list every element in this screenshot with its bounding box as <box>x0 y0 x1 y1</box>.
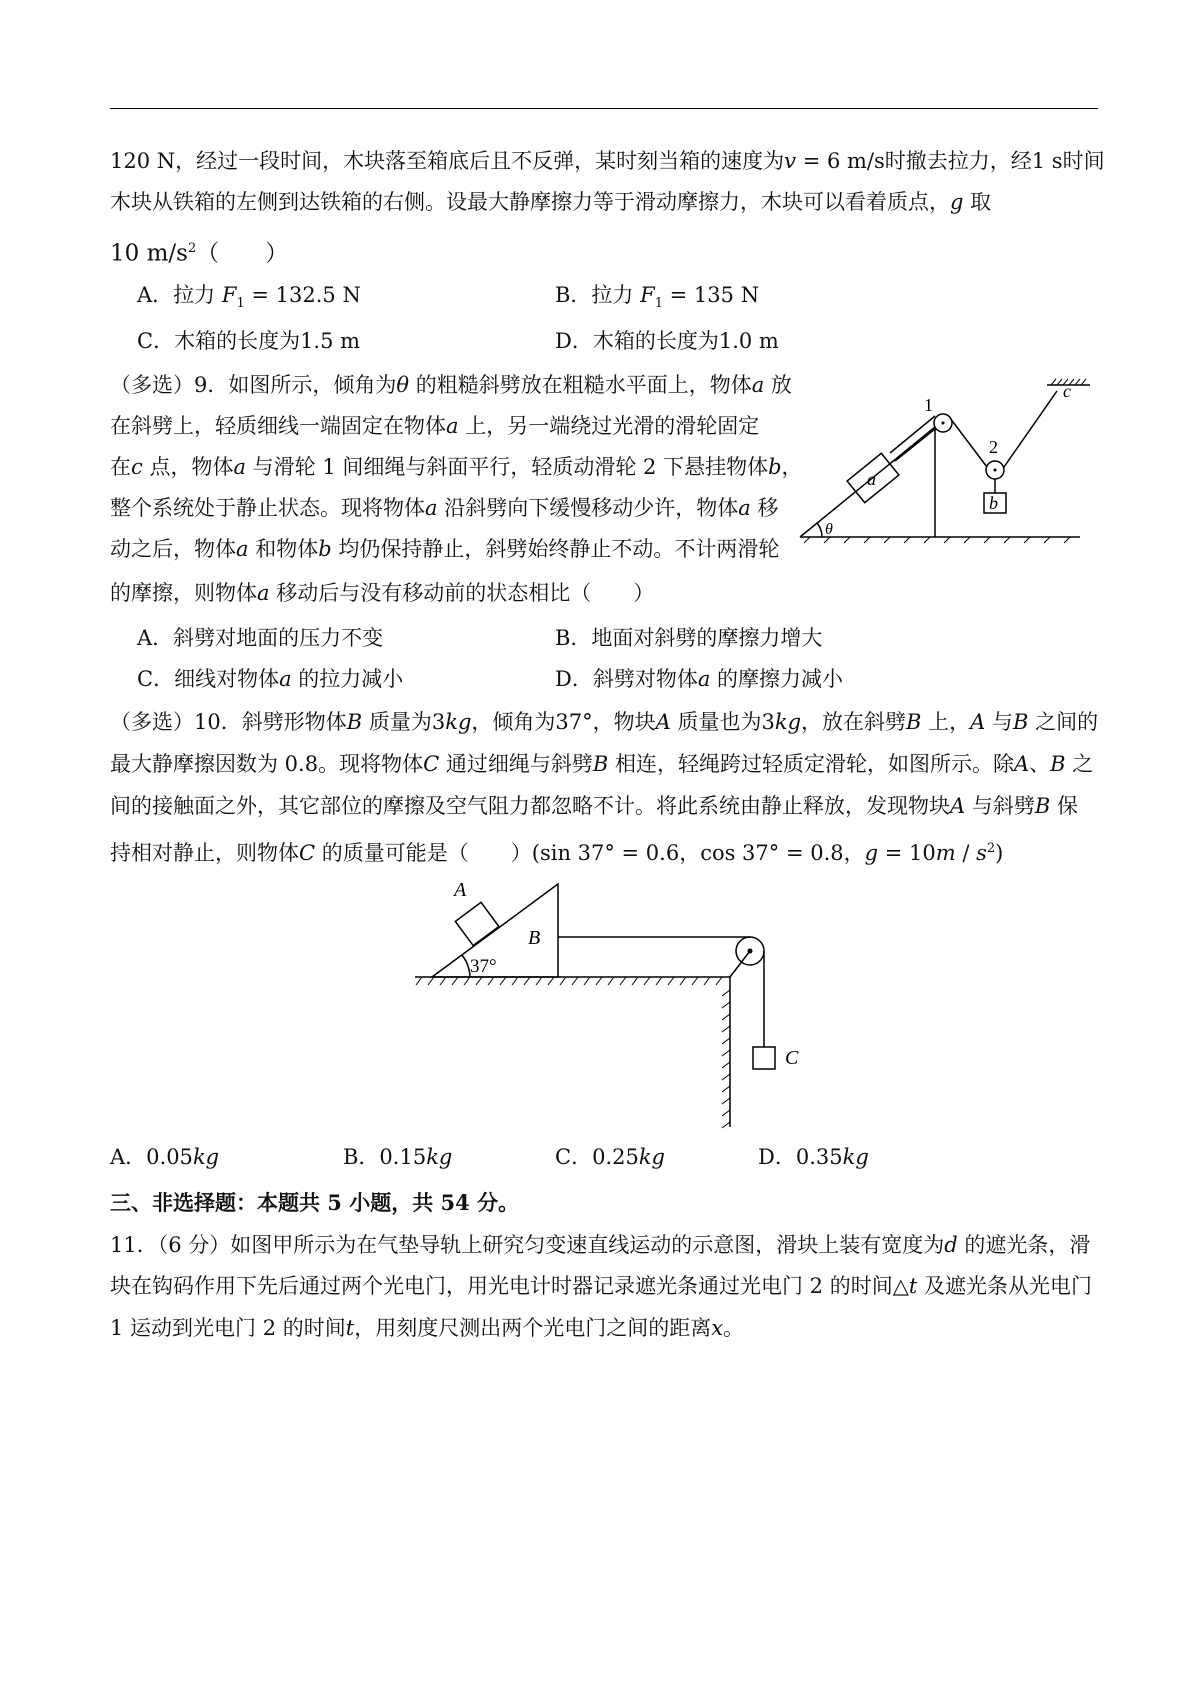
q8-option-a: A．拉力 $F_1 = 132.5$ N <box>137 283 361 312</box>
string-to-pulley2-left <box>950 418 987 467</box>
angle-arc <box>462 955 470 977</box>
q8-line-2: 木块从铁箱的左侧到达铁箱的右侧。设最大静摩擦力等于滑动摩擦力，木块可以看着质点，g 取 <box>110 190 992 214</box>
q9-figure <box>795 375 1095 550</box>
table-hatch <box>416 977 722 985</box>
q10-line-3: 间的接触面之外，其它部位的摩擦及空气阻力都忽略不计。将此系统由静止释放，发现物块A 与斜劈B 保 <box>110 794 1078 818</box>
header-rule <box>110 108 1098 109</box>
label-angle: 37° <box>470 956 497 977</box>
q8-option-c: C．木箱的长度为1.5 m <box>137 329 361 353</box>
q9-option-c: C．细线对物体a 的拉力减小 <box>137 667 404 691</box>
label-c: c <box>1063 381 1071 401</box>
q11-line-3: 1 运动到光电门 2 的时间t，用刻度尺测出两个光电门之间的距离x。 <box>110 1316 745 1340</box>
q8-line-1: 120 N，经过一段时间，木块落至箱底后且不反弹，某时刻当箱的速度为v = 6 m/s时撤去拉力，经1 s时间 <box>110 149 1105 173</box>
label-pulley-1: 1 <box>924 395 933 415</box>
q10-option-a: A．0.05kg <box>110 1145 220 1169</box>
q9-option-a: A．斜劈对地面的压力不变 <box>137 626 384 650</box>
q10-option-b: B．0.15kg <box>343 1145 453 1169</box>
q10-line-2: 最大静摩擦因数为 0.8。现将物体C 通过细绳与斜劈B 相连，轻绳跨过轻质定滑轮，如图所示。除A、B 之 <box>110 752 1094 776</box>
q10-option-c: C．0.25kg <box>555 1145 665 1169</box>
q9-line-1: （多选）9．如图所示，倾角为θ 的粗糙斜劈放在粗糙水平面上，物体a 放 <box>110 373 792 397</box>
q8-option-d: D．木箱的长度为1.0 m <box>555 329 779 353</box>
q9-option-b: B．地面对斜劈的摩擦力增大 <box>555 626 823 650</box>
block-C <box>753 1047 775 1069</box>
q10-line-4: 持相对静止，则物体C 的质量可能是（ ）(sin 37° = 0.6，cos 37° = 0.8，$g = 10m / s^2$) <box>110 841 1004 865</box>
label-C: C <box>785 1047 799 1069</box>
label-a: a <box>867 469 876 489</box>
label-B: B <box>528 927 541 949</box>
q9-line-4: 整个系统处于静止状态。现将物体a 沿斜劈向下缓慢移动少许，物体a 移 <box>110 496 779 520</box>
q10-option-d: D．0.35kg <box>758 1145 869 1169</box>
q11-line-1: 11．（6 分）如图甲所示为在气垫导轨上研究匀变速直线运动的示意图，滑块上装有宽度为d 的遮光条，滑 <box>110 1233 1091 1257</box>
block-A <box>455 902 499 945</box>
string-to-c <box>1004 391 1057 467</box>
string-incline-2 <box>895 429 935 461</box>
wall-hatch <box>722 990 730 1128</box>
q8-line-3: 10 $m/s^2$（ ） <box>110 240 289 267</box>
label-theta: θ <box>825 521 833 538</box>
ground-hatch <box>804 537 1070 543</box>
section-3-heading: 三、非选择题：本题共 5 小题，共 54 分。 <box>110 1190 520 1215</box>
q9-line-5: 动之后，物体a 和物体b 均仍保持静止，斜劈始终静止不动。不计两滑轮 <box>110 537 780 561</box>
q10-line-1: （多选）10．斜劈形物体B 质量为3kg，倾角为37°，物块A 质量也为3kg，放在斜劈B 上，A 与B 之间的 <box>110 710 1099 734</box>
q9-line-3: 在c 点，物体a 与滑轮 1 间细绳与斜面平行，轻质动滑轮 2 下悬挂物体b， <box>110 455 803 479</box>
q9-line-6: 的摩擦，则物体a 移动后与没有移动前的状态相比（ ） <box>110 581 655 605</box>
label-b: b <box>989 493 998 513</box>
label-A: A <box>454 879 467 901</box>
q9-option-d: D．斜劈对物体a 的摩擦力减小 <box>555 667 844 691</box>
q8-option-b: B．拉力 $F_1 = 135$ N <box>555 283 760 312</box>
theta-arc <box>817 523 822 537</box>
q11-line-2: 块在钩码作用下先后通过两个光电门，用光电计时器记录遮光条通过光电门 2 的时间△t 及遮光条从光电门 <box>110 1274 1092 1298</box>
q9-line-2: 在斜劈上，轻质细线一端固定在物体a 上，另一端绕过光滑的滑轮固定 <box>110 414 760 438</box>
label-pulley-2: 2 <box>989 437 998 457</box>
q10-figure <box>410 872 830 1134</box>
